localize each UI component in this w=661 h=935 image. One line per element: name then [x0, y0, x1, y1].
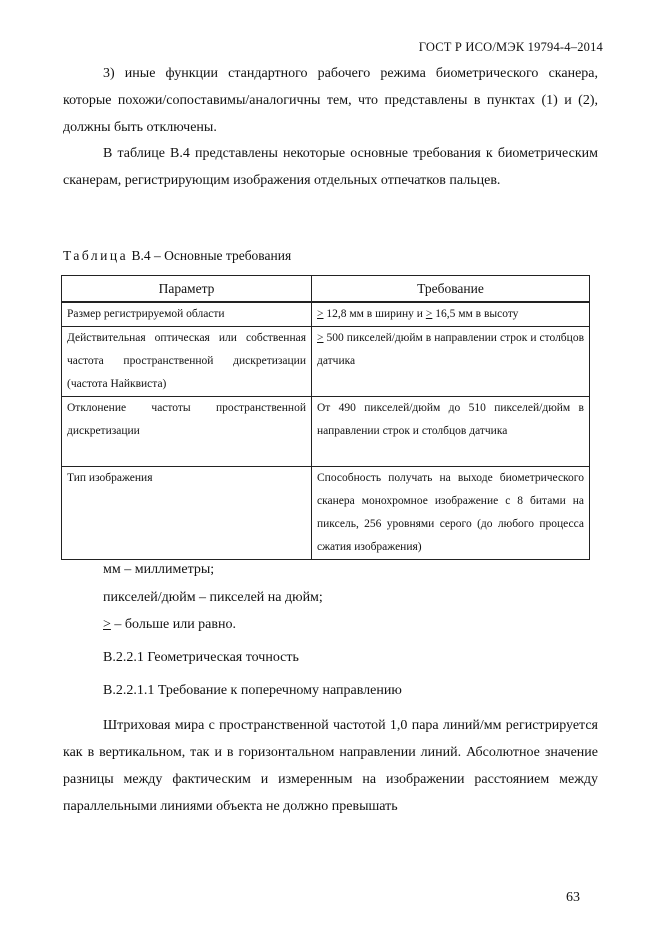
cell-parameter: Действительная оптическая или собственная частота пространственной дискретизации (частота Найквиста) — [62, 327, 312, 397]
ge-symbol: > — [317, 332, 324, 344]
cell-requirement: Способность получать на выходе биометрического сканера монохромное изображение с 8 битами на пиксель, 256 уровнями серого (до любого процесса сжатия изображения) — [312, 467, 590, 560]
table-row — [62, 467, 590, 560]
table-caption — [63, 248, 291, 264]
paragraph-3: Штриховая мира с пространственной частотой 1,0 пара линий/мм регистрируется как в вертикальном, так и в горизонтальном направлении линий. Абсолютное значение разницы между фактическим и измеренным на изображении расстоянием между параллельными линиями объекта не должно превышать — [63, 718, 598, 814]
table-caption-label: Таблица — [63, 248, 129, 263]
table-row — [62, 302, 590, 327]
table-header-row — [62, 276, 590, 303]
header-parameter: Параметр — [62, 276, 312, 303]
requirement-text-a: 500 пикселей/дюйм в направлении строк и столбцов датчика — [317, 332, 584, 367]
page-number: 63 — [566, 890, 580, 905]
requirement-text-a: 12,8 мм в ширину и — [323, 308, 426, 320]
paragraph-1: 3) иные функции стандартного рабочего режима биометрического сканера, которые похожи/сопоставимы/аналогичны тем, что представлены в пунктах (1) и (2), должны быть отключены. — [63, 66, 598, 135]
cell-requirement — [312, 327, 590, 397]
table-caption-text: В.4 – Основные требования — [128, 248, 292, 263]
section-heading-transverse-requirement: В.2.2.1.1 Требование к поперечному направлению — [103, 683, 402, 698]
ge-symbol: > — [103, 617, 111, 632]
table-row — [62, 397, 590, 467]
ge-symbol: > — [317, 308, 324, 320]
requirement-text-b: 16,5 мм в высоту — [432, 308, 519, 320]
note-ge — [103, 617, 236, 633]
note-mm: мм – миллиметры; — [103, 562, 215, 577]
cell-parameter: Отклонение частоты пространственной дискретизации — [62, 397, 312, 467]
cell-requirement: От 490 пикселей/дюйм до 510 пикселей/дюйм в направлении строк и столбцов датчика — [312, 397, 590, 467]
note-ppi: пикселей/дюйм – пикселей на дюйм; — [103, 590, 323, 605]
section-heading-geometric-accuracy: В.2.2.1 Геометрическая точность — [103, 650, 299, 665]
note-ge-text: – больше или равно. — [110, 617, 236, 632]
requirements-table — [61, 275, 590, 560]
table-row — [62, 327, 590, 397]
header-requirement: Требование — [312, 276, 590, 303]
document-header: ГОСТ Р ИСО/МЭК 19794-4–2014 — [418, 40, 603, 54]
cell-parameter: Размер регистрируемой области — [62, 302, 312, 327]
cell-requirement — [312, 302, 590, 327]
cell-parameter: Тип изображения — [62, 467, 312, 560]
ge-symbol: > — [425, 308, 433, 320]
paragraph-2: В таблице В.4 представлены некоторые основные требования к биометрическим сканерам, регистрирующим изображения отдельных отпечатков пальцев. — [63, 146, 598, 188]
